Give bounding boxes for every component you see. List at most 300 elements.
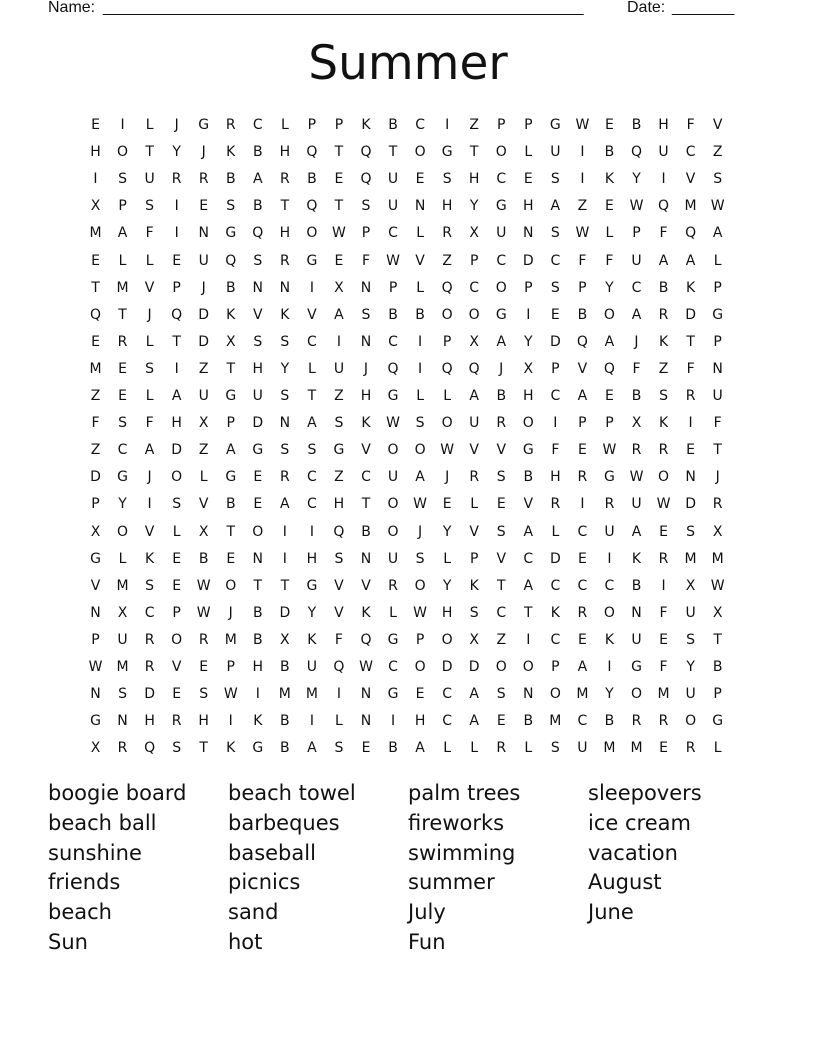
- grid-letter[interactable]: V: [469, 442, 479, 459]
- grid-letter[interactable]: Z: [90, 442, 101, 459]
- grid-letter[interactable]: M: [278, 686, 291, 703]
- grid-letter[interactable]: X: [523, 360, 534, 377]
- grid-letter[interactable]: F: [632, 360, 641, 377]
- grid-letter[interactable]: T: [713, 442, 722, 459]
- grid-letter[interactable]: I: [255, 686, 260, 703]
- grid-letter[interactable]: R: [469, 469, 480, 486]
- grid-letter[interactable]: A: [144, 442, 155, 459]
- grid-letter[interactable]: F: [578, 252, 587, 269]
- grid-letter[interactable]: N: [712, 360, 723, 377]
- grid-letter[interactable]: B: [252, 604, 263, 621]
- grid-letter[interactable]: D: [198, 306, 210, 323]
- grid-letter[interactable]: U: [198, 388, 209, 404]
- grid-letter[interactable]: C: [307, 496, 317, 513]
- grid-letter[interactable]: F: [686, 117, 695, 133]
- grid-letter[interactable]: J: [445, 469, 450, 486]
- grid-letter[interactable]: I: [580, 496, 585, 513]
- grid-letter[interactable]: R: [685, 740, 696, 757]
- grid-letter[interactable]: K: [253, 713, 263, 730]
- grid-letter[interactable]: L: [145, 252, 154, 269]
- grid-letter[interactable]: K: [658, 333, 669, 350]
- grid-letter[interactable]: Y: [605, 686, 614, 703]
- grid-letter[interactable]: A: [469, 713, 479, 730]
- grid-letter[interactable]: T: [388, 144, 398, 161]
- grid-letter[interactable]: N: [90, 686, 101, 703]
- grid-letter[interactable]: K: [361, 604, 371, 621]
- grid-letter[interactable]: H: [360, 388, 372, 404]
- grid-letter[interactable]: O: [117, 144, 129, 161]
- grid-letter[interactable]: R: [279, 469, 290, 486]
- grid-letter[interactable]: C: [469, 279, 480, 296]
- grid-letter[interactable]: I: [174, 198, 179, 215]
- grid-letter[interactable]: E: [577, 631, 587, 648]
- grid-letter[interactable]: F: [686, 360, 695, 377]
- grid-letter[interactable]: R: [144, 631, 155, 648]
- grid-letter[interactable]: W: [710, 198, 725, 215]
- grid-letter[interactable]: W: [332, 225, 346, 242]
- grid-letter[interactable]: M: [630, 740, 643, 757]
- grid-letter[interactable]: A: [415, 740, 425, 757]
- grid-letter[interactable]: U: [387, 198, 399, 215]
- grid-letter[interactable]: U: [631, 496, 642, 513]
- grid-letter[interactable]: S: [145, 577, 155, 594]
- grid-letter[interactable]: W: [413, 496, 428, 513]
- grid-letter[interactable]: K: [686, 279, 696, 296]
- grid-letter[interactable]: S: [659, 388, 668, 404]
- grid-letter[interactable]: U: [631, 252, 642, 269]
- grid-letter[interactable]: O: [549, 686, 561, 703]
- grid-letter[interactable]: R: [279, 171, 290, 188]
- grid-letter[interactable]: Z: [442, 252, 452, 269]
- grid-letter[interactable]: I: [390, 713, 396, 730]
- grid-letter[interactable]: A: [253, 171, 263, 188]
- grid-letter[interactable]: Z: [496, 631, 507, 648]
- grid-letter[interactable]: G: [252, 740, 264, 757]
- grid-letter[interactable]: H: [333, 496, 345, 513]
- grid-letter[interactable]: L: [443, 740, 452, 757]
- grid-letter[interactable]: N: [414, 198, 426, 215]
- grid-letter[interactable]: Q: [360, 171, 372, 188]
- grid-letter[interactable]: H: [144, 713, 155, 730]
- grid-letter[interactable]: W: [359, 659, 373, 675]
- grid-letter[interactable]: U: [631, 631, 642, 648]
- grid-letter[interactable]: V: [577, 360, 588, 377]
- grid-letter[interactable]: P: [469, 550, 479, 567]
- grid-letter[interactable]: I: [580, 144, 585, 161]
- grid-letter[interactable]: G: [117, 469, 128, 486]
- grid-letter[interactable]: B: [496, 388, 507, 404]
- grid-letter[interactable]: K: [604, 171, 615, 188]
- grid-letter[interactable]: H: [279, 225, 291, 242]
- grid-letter[interactable]: B: [225, 279, 236, 296]
- grid-letter[interactable]: S: [469, 604, 479, 621]
- grid-letter[interactable]: R: [712, 496, 723, 513]
- grid-letter[interactable]: N: [685, 469, 696, 486]
- grid-letter[interactable]: C: [496, 252, 507, 269]
- grid-letter[interactable]: P: [605, 415, 614, 432]
- grid-letter[interactable]: S: [280, 333, 290, 350]
- grid-letter[interactable]: O: [685, 713, 697, 730]
- grid-letter[interactable]: Q: [333, 523, 345, 540]
- date-field[interactable]: _______: [672, 0, 735, 16]
- grid-letter[interactable]: D: [549, 550, 561, 567]
- grid-letter[interactable]: R: [658, 442, 669, 459]
- grid-letter[interactable]: O: [414, 659, 426, 675]
- grid-letter[interactable]: W: [629, 469, 644, 486]
- grid-letter[interactable]: R: [631, 442, 642, 459]
- grid-letter[interactable]: X: [469, 631, 479, 648]
- grid-letter[interactable]: P: [442, 333, 452, 350]
- grid-letter[interactable]: E: [91, 333, 100, 350]
- grid-letter[interactable]: O: [603, 306, 615, 323]
- grid-letter[interactable]: K: [226, 740, 236, 757]
- grid-letter[interactable]: X: [712, 604, 723, 621]
- grid-letter[interactable]: R: [496, 740, 507, 757]
- grid-letter[interactable]: I: [282, 523, 287, 540]
- grid-letter[interactable]: R: [279, 252, 290, 269]
- grid-letter[interactable]: L: [713, 252, 722, 269]
- grid-letter[interactable]: C: [577, 523, 588, 540]
- grid-letter[interactable]: U: [577, 740, 588, 757]
- grid-letter[interactable]: Q: [603, 360, 615, 377]
- grid-letter[interactable]: B: [198, 550, 209, 567]
- grid-letter[interactable]: E: [605, 117, 614, 133]
- grid-letter[interactable]: T: [469, 144, 479, 161]
- grid-letter[interactable]: W: [440, 442, 455, 459]
- grid-letter[interactable]: P: [551, 360, 560, 377]
- grid-letter[interactable]: Z: [198, 442, 209, 459]
- grid-letter[interactable]: I: [445, 117, 450, 133]
- grid-letter[interactable]: H: [441, 198, 453, 215]
- grid-letter[interactable]: B: [225, 496, 236, 513]
- grid-letter[interactable]: K: [361, 415, 371, 432]
- grid-letter[interactable]: G: [333, 442, 345, 459]
- grid-letter[interactable]: X: [198, 415, 209, 432]
- grid-letter[interactable]: C: [415, 117, 425, 133]
- grid-letter[interactable]: M: [684, 198, 697, 215]
- grid-letter[interactable]: S: [550, 740, 560, 757]
- grid-letter[interactable]: N: [198, 225, 209, 242]
- grid-letter[interactable]: I: [526, 306, 531, 323]
- grid-letter[interactable]: N: [360, 550, 372, 567]
- grid-letter[interactable]: B: [631, 117, 642, 133]
- grid-letter[interactable]: L: [443, 550, 452, 567]
- grid-letter[interactable]: U: [685, 604, 696, 621]
- grid-letter[interactable]: I: [282, 550, 287, 567]
- grid-letter[interactable]: T: [496, 577, 506, 594]
- grid-letter[interactable]: M: [657, 686, 670, 703]
- name-field[interactable]: ______________________________________________________: [103, 0, 584, 16]
- grid-letter[interactable]: W: [88, 659, 103, 675]
- grid-letter[interactable]: Y: [524, 333, 533, 350]
- grid-letter[interactable]: E: [523, 171, 533, 188]
- grid-letter[interactable]: E: [172, 550, 182, 567]
- grid-letter[interactable]: R: [577, 469, 588, 486]
- grid-letter[interactable]: B: [604, 144, 615, 161]
- grid-letter[interactable]: R: [604, 496, 615, 513]
- grid-letter[interactable]: L: [145, 333, 154, 350]
- grid-letter[interactable]: F: [551, 442, 560, 459]
- grid-letter[interactable]: G: [90, 550, 101, 567]
- grid-letter[interactable]: B: [252, 144, 263, 161]
- grid-letter[interactable]: A: [631, 523, 642, 540]
- grid-letter[interactable]: T: [307, 388, 317, 404]
- grid-letter[interactable]: P: [226, 415, 235, 432]
- grid-letter[interactable]: V: [361, 577, 371, 594]
- grid-letter[interactable]: I: [147, 496, 152, 513]
- grid-letter[interactable]: T: [524, 604, 533, 621]
- grid-letter[interactable]: J: [499, 360, 504, 377]
- grid-letter[interactable]: C: [631, 279, 642, 296]
- grid-letter[interactable]: P: [172, 604, 181, 621]
- grid-letter[interactable]: K: [604, 631, 615, 648]
- grid-letter[interactable]: U: [387, 550, 399, 567]
- grid-letter[interactable]: R: [171, 713, 182, 730]
- grid-letter[interactable]: B: [523, 713, 534, 730]
- grid-letter[interactable]: H: [414, 713, 426, 730]
- grid-letter[interactable]: E: [577, 550, 587, 567]
- grid-letter[interactable]: A: [685, 252, 696, 269]
- grid-letter[interactable]: V: [712, 117, 723, 133]
- grid-letter[interactable]: C: [550, 388, 561, 404]
- grid-letter[interactable]: L: [470, 496, 479, 513]
- grid-letter[interactable]: S: [713, 171, 723, 188]
- grid-letter[interactable]: V: [198, 496, 209, 513]
- grid-letter[interactable]: T: [334, 198, 344, 215]
- grid-letter[interactable]: W: [656, 496, 671, 513]
- grid-letter[interactable]: L: [145, 388, 154, 404]
- grid-letter[interactable]: F: [334, 631, 343, 648]
- grid-letter[interactable]: G: [90, 713, 101, 730]
- grid-letter[interactable]: G: [631, 659, 642, 675]
- grid-letter[interactable]: P: [118, 198, 127, 215]
- grid-letter[interactable]: N: [279, 415, 291, 432]
- grid-letter[interactable]: Z: [334, 388, 344, 404]
- grid-letter[interactable]: S: [496, 469, 506, 486]
- grid-letter[interactable]: C: [442, 686, 453, 703]
- grid-letter[interactable]: S: [361, 198, 371, 215]
- grid-letter[interactable]: I: [553, 415, 558, 432]
- grid-letter[interactable]: Z: [198, 360, 209, 377]
- grid-letter[interactable]: Z: [334, 469, 344, 486]
- grid-letter[interactable]: M: [116, 279, 129, 296]
- grid-letter[interactable]: O: [658, 469, 670, 486]
- grid-letter[interactable]: G: [387, 686, 399, 703]
- grid-letter[interactable]: R: [144, 659, 155, 675]
- grid-letter[interactable]: S: [253, 252, 263, 269]
- grid-letter[interactable]: K: [658, 415, 669, 432]
- grid-letter[interactable]: S: [550, 171, 560, 188]
- grid-letter[interactable]: L: [524, 740, 533, 757]
- grid-letter[interactable]: S: [496, 686, 506, 703]
- grid-letter[interactable]: H: [658, 117, 669, 133]
- grid-letter[interactable]: Y: [442, 523, 452, 540]
- grid-letter[interactable]: R: [577, 604, 588, 621]
- grid-letter[interactable]: S: [550, 225, 560, 242]
- grid-letter[interactable]: E: [659, 631, 668, 648]
- grid-letter[interactable]: A: [604, 333, 615, 350]
- grid-letter[interactable]: B: [388, 306, 398, 323]
- grid-letter[interactable]: H: [90, 144, 101, 161]
- grid-letter[interactable]: S: [686, 631, 696, 648]
- grid-letter[interactable]: Q: [225, 252, 237, 269]
- grid-letter[interactable]: J: [228, 604, 233, 621]
- grid-letter[interactable]: C: [307, 333, 317, 350]
- grid-letter[interactable]: L: [416, 225, 424, 242]
- grid-letter[interactable]: W: [196, 604, 211, 621]
- grid-letter[interactable]: S: [226, 198, 236, 215]
- grid-letter[interactable]: W: [386, 415, 400, 432]
- grid-letter[interactable]: W: [223, 686, 238, 703]
- grid-letter[interactable]: B: [280, 740, 290, 757]
- grid-letter[interactable]: S: [334, 415, 344, 432]
- grid-letter[interactable]: C: [388, 659, 398, 675]
- grid-letter[interactable]: P: [578, 415, 587, 432]
- grid-letter[interactable]: F: [713, 415, 722, 432]
- grid-letter[interactable]: C: [577, 713, 588, 730]
- grid-letter[interactable]: C: [496, 171, 507, 188]
- grid-letter[interactable]: B: [604, 713, 615, 730]
- grid-letter[interactable]: S: [686, 523, 696, 540]
- grid-letter[interactable]: G: [225, 469, 237, 486]
- grid-letter[interactable]: N: [90, 604, 101, 621]
- grid-letter[interactable]: A: [469, 686, 479, 703]
- grid-letter[interactable]: I: [418, 333, 423, 350]
- grid-letter[interactable]: A: [469, 388, 479, 404]
- grid-letter[interactable]: F: [91, 415, 100, 432]
- grid-letter[interactable]: O: [441, 415, 453, 432]
- grid-letter[interactable]: H: [468, 171, 480, 188]
- grid-letter[interactable]: I: [309, 279, 314, 296]
- grid-letter[interactable]: A: [117, 225, 128, 242]
- grid-letter[interactable]: O: [414, 144, 426, 161]
- grid-letter[interactable]: U: [144, 171, 155, 188]
- grid-letter[interactable]: C: [550, 252, 561, 269]
- grid-letter[interactable]: Z: [577, 198, 588, 215]
- grid-letter[interactable]: R: [198, 631, 209, 648]
- grid-letter[interactable]: S: [118, 171, 127, 188]
- grid-letter[interactable]: G: [712, 306, 724, 323]
- grid-letter[interactable]: V: [415, 252, 425, 269]
- grid-letter[interactable]: E: [253, 496, 263, 513]
- grid-letter[interactable]: D: [685, 496, 696, 513]
- grid-letter[interactable]: K: [280, 306, 290, 323]
- grid-letter[interactable]: L: [443, 388, 452, 404]
- grid-letter[interactable]: W: [386, 252, 400, 269]
- grid-letter[interactable]: K: [469, 577, 479, 594]
- grid-letter[interactable]: I: [336, 686, 341, 703]
- grid-letter[interactable]: T: [280, 577, 290, 594]
- grid-letter[interactable]: B: [631, 388, 642, 404]
- grid-letter[interactable]: L: [118, 252, 127, 269]
- grid-letter[interactable]: E: [550, 306, 560, 323]
- grid-letter[interactable]: I: [526, 631, 531, 648]
- grid-letter[interactable]: Q: [89, 306, 102, 323]
- grid-letter[interactable]: G: [387, 631, 399, 648]
- grid-letter[interactable]: F: [659, 659, 668, 675]
- grid-letter[interactable]: G: [387, 388, 399, 404]
- grid-letter[interactable]: M: [603, 740, 616, 757]
- grid-letter[interactable]: E: [199, 198, 209, 215]
- grid-letter[interactable]: F: [659, 604, 668, 621]
- grid-letter[interactable]: N: [252, 279, 264, 296]
- grid-letter[interactable]: C: [550, 631, 561, 648]
- grid-letter[interactable]: D: [685, 306, 696, 323]
- grid-letter[interactable]: S: [415, 415, 425, 432]
- grid-letter[interactable]: T: [686, 333, 695, 350]
- grid-letter[interactable]: G: [225, 225, 237, 242]
- grid-letter[interactable]: T: [226, 523, 236, 540]
- grid-letter[interactable]: W: [413, 604, 428, 621]
- grid-letter[interactable]: A: [658, 252, 669, 269]
- grid-letter[interactable]: H: [441, 604, 453, 621]
- grid-letter[interactable]: I: [309, 523, 314, 540]
- grid-letter[interactable]: H: [523, 388, 534, 404]
- grid-letter[interactable]: O: [468, 306, 480, 323]
- grid-letter[interactable]: F: [605, 252, 614, 269]
- grid-letter[interactable]: N: [360, 713, 372, 730]
- grid-letter[interactable]: E: [659, 740, 668, 757]
- grid-letter[interactable]: O: [171, 631, 183, 648]
- grid-letter[interactable]: E: [91, 252, 100, 269]
- grid-letter[interactable]: E: [605, 388, 614, 404]
- grid-letter[interactable]: P: [524, 279, 533, 296]
- grid-letter[interactable]: P: [524, 117, 533, 133]
- grid-letter[interactable]: D: [468, 659, 480, 675]
- grid-letter[interactable]: T: [145, 144, 154, 161]
- grid-letter[interactable]: D: [522, 252, 534, 269]
- grid-letter[interactable]: P: [91, 496, 100, 513]
- grid-letter[interactable]: B: [252, 631, 263, 648]
- grid-letter[interactable]: S: [145, 198, 155, 215]
- grid-letter[interactable]: P: [497, 117, 506, 133]
- grid-letter[interactable]: P: [388, 279, 398, 296]
- grid-letter[interactable]: B: [658, 279, 669, 296]
- grid-letter[interactable]: K: [307, 631, 317, 648]
- grid-letter[interactable]: B: [577, 306, 588, 323]
- grid-letter[interactable]: X: [685, 577, 696, 594]
- grid-letter[interactable]: R: [117, 740, 128, 757]
- grid-letter[interactable]: J: [201, 144, 206, 161]
- grid-letter[interactable]: V: [253, 306, 263, 323]
- grid-letter[interactable]: L: [307, 360, 316, 377]
- grid-letter[interactable]: E: [118, 360, 127, 377]
- grid-letter[interactable]: N: [360, 279, 372, 296]
- grid-letter[interactable]: P: [578, 279, 587, 296]
- grid-letter[interactable]: S: [415, 550, 425, 567]
- grid-letter[interactable]: S: [361, 306, 371, 323]
- grid-letter[interactable]: R: [658, 306, 669, 323]
- grid-letter[interactable]: I: [580, 171, 585, 188]
- grid-letter[interactable]: M: [89, 225, 102, 242]
- grid-letter[interactable]: V: [171, 659, 182, 675]
- grid-letter[interactable]: I: [336, 333, 341, 350]
- grid-letter[interactable]: V: [334, 577, 344, 594]
- grid-letter[interactable]: J: [418, 523, 423, 540]
- grid-letter[interactable]: T: [91, 279, 100, 296]
- grid-letter[interactable]: E: [334, 171, 344, 188]
- grid-letter[interactable]: P: [361, 225, 371, 242]
- grid-letter[interactable]: R: [496, 415, 507, 432]
- grid-letter[interactable]: X: [334, 279, 344, 296]
- grid-letter[interactable]: U: [333, 360, 345, 377]
- grid-letter[interactable]: I: [93, 171, 98, 188]
- grid-letter[interactable]: G: [549, 117, 561, 133]
- grid-letter[interactable]: I: [228, 713, 233, 730]
- grid-letter[interactable]: S: [307, 442, 317, 459]
- grid-letter[interactable]: W: [710, 577, 725, 594]
- grid-letter[interactable]: U: [496, 225, 507, 242]
